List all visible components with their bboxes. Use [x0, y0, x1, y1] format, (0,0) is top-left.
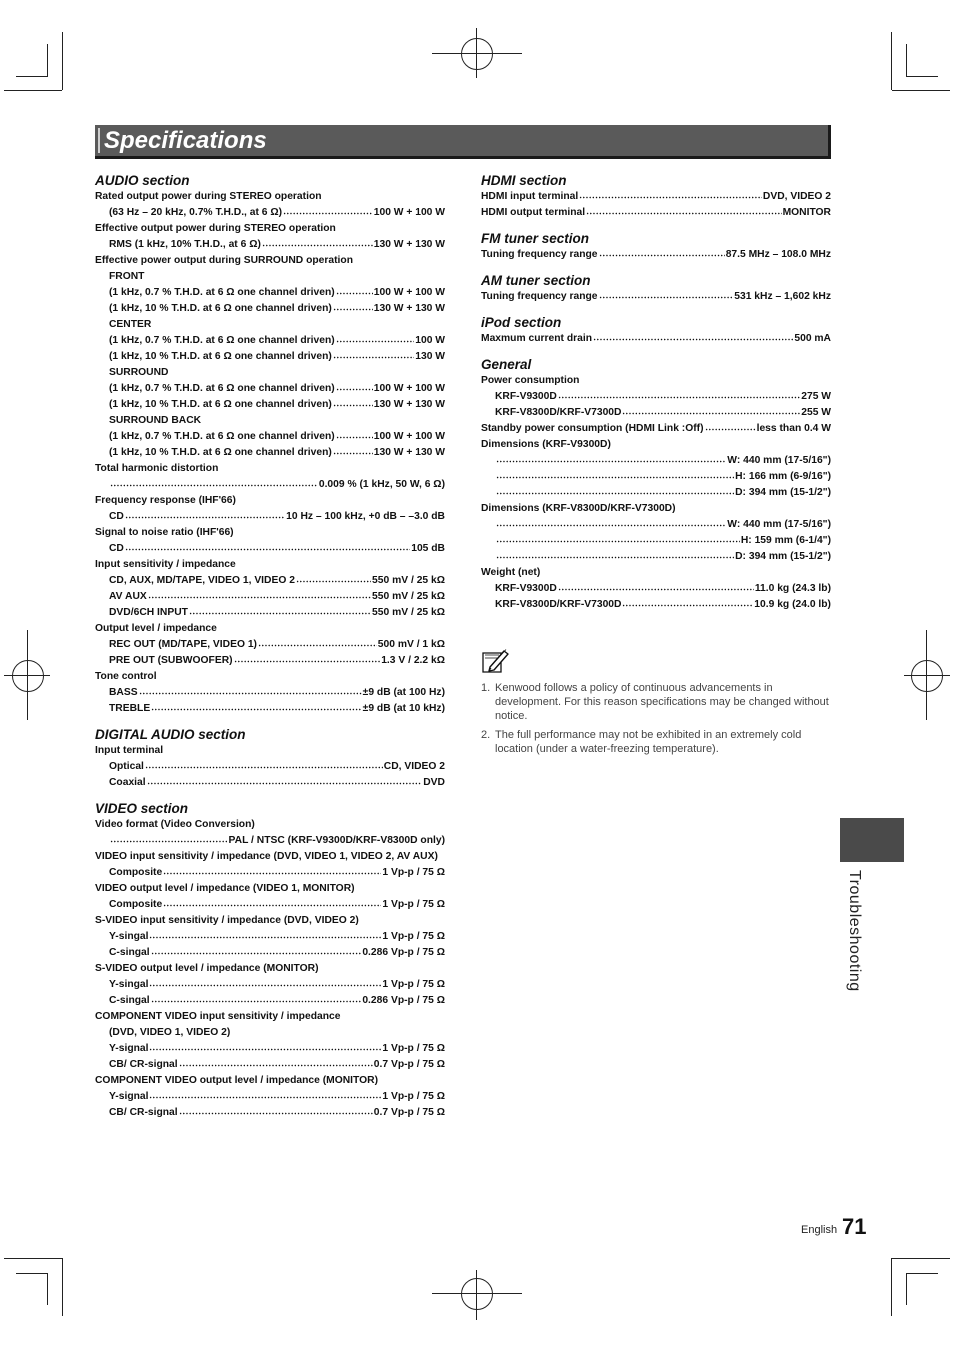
spec-row	[481, 597, 831, 613]
spec-key: PRE OUT (SUBWOOFER)	[109, 655, 233, 666]
spec-key: Optical	[109, 761, 144, 772]
spec-row	[95, 701, 445, 717]
spec-row	[481, 247, 831, 263]
spec-value: DVD	[423, 777, 445, 788]
leader-dots	[151, 993, 362, 1003]
crop-mark	[62, 32, 63, 90]
spec-value: D: 394 mm (15-1/2")	[735, 487, 831, 498]
spec-value: 100 W + 100 W	[373, 287, 445, 298]
spec-value: 130 W	[415, 351, 445, 362]
spec-key: C-singal	[109, 947, 150, 958]
spec-value: 0.7 Vp-p / 75 Ω	[373, 1107, 445, 1118]
spec-key: HDMI input terminal	[481, 191, 579, 202]
spec-value: 0.009 % (1 kHz, 50 W, 6 Ω)	[318, 479, 445, 490]
spec-row	[95, 1105, 445, 1121]
spec-value: 0.286 Vp-p / 75 Ω	[362, 995, 445, 1006]
leader-dots	[149, 1041, 381, 1051]
spec-label: FRONT	[109, 271, 145, 282]
crop-mark	[47, 1273, 48, 1305]
spec-key: TREBLE	[109, 703, 151, 714]
leader-dots	[599, 289, 734, 299]
pencil-note-icon	[481, 648, 511, 674]
leader-dots	[149, 977, 381, 987]
spec-value: 531 kHz – 1,602 kHz	[734, 291, 831, 302]
spec-value: 100 W + 100 W	[373, 207, 445, 218]
leader-dots	[333, 397, 373, 407]
crop-mark	[4, 1258, 62, 1259]
leader-dots	[149, 1089, 381, 1099]
spec-key: Coaxial	[109, 777, 146, 788]
leader-dots	[558, 389, 800, 399]
leader-dots	[179, 1057, 373, 1067]
spec-label: Signal to noise ratio (IHF'66)	[95, 527, 234, 538]
spec-row	[95, 1041, 445, 1057]
spec-value: 0.286 Vp-p / 75 Ω	[362, 947, 445, 958]
spec-label: CENTER	[109, 319, 152, 330]
spec-label: SURROUND BACK	[109, 415, 202, 426]
spec-row	[95, 775, 445, 791]
leader-dots	[234, 653, 381, 663]
spec-value: 550 mV / 25 kΩ	[372, 591, 445, 602]
spec-row	[95, 897, 445, 913]
spec-row	[95, 397, 445, 413]
spec-row	[95, 541, 445, 557]
note-text: Kenwood follows a policy of continuous advancements in development. For this reason specifications may be changed without notice.	[495, 682, 829, 722]
spec-value: H: 159 mm (6-1/4")	[740, 535, 831, 546]
spec-key: Composite	[109, 867, 163, 878]
spec-label: SURROUND	[109, 367, 169, 378]
spec-label: Input sensitivity / impedance	[95, 559, 236, 570]
section-title: AM tuner section	[481, 273, 591, 288]
spec-key: CB/ CR-signal	[109, 1107, 178, 1118]
spec-value: 100 W	[415, 335, 445, 346]
spec-label: Weight (net)	[481, 567, 541, 578]
spec-key: Y-singal	[109, 979, 149, 990]
leader-dots	[149, 929, 381, 939]
leader-dots	[593, 331, 793, 341]
leader-dots	[622, 405, 800, 415]
leader-dots	[336, 429, 373, 439]
spec-value: CD, VIDEO 2	[383, 761, 445, 772]
spec-value: PAL / NTSC (KRF-V9300D/KRF-V8300D only)	[228, 835, 445, 846]
spec-key: Tuning frequency range	[481, 249, 598, 260]
leader-dots	[147, 775, 423, 785]
crop-mark	[47, 44, 48, 76]
spec-row	[95, 477, 445, 493]
spec-row	[95, 1057, 445, 1073]
spec-row	[95, 429, 445, 445]
spec-row	[95, 333, 445, 349]
spec-key: RMS (1 kHz, 10% T.H.D., at 6 Ω)	[109, 239, 261, 250]
leader-dots	[599, 247, 725, 257]
crop-mark	[892, 1258, 950, 1259]
spec-key: (1 kHz, 10 % T.H.D. at 6 Ω one channel driven)	[109, 447, 332, 458]
section-title: AUDIO section	[95, 173, 190, 188]
spec-row	[95, 977, 445, 993]
spec-row	[481, 581, 831, 597]
leader-dots	[496, 453, 726, 463]
spec-row	[481, 405, 831, 421]
spec-key: REC OUT (MD/TAPE, VIDEO 1)	[109, 639, 257, 650]
leader-dots	[333, 349, 414, 359]
spec-key: (1 kHz, 0.7 % T.H.D. at 6 Ω one channel driven)	[109, 431, 335, 442]
leader-dots	[163, 897, 381, 907]
spec-key: KRF-V9300D	[495, 583, 557, 594]
spec-value: W: 440 mm (17-5/16")	[727, 519, 831, 530]
crop-mark	[906, 44, 907, 76]
footer-language: English	[801, 1224, 838, 1236]
leader-dots	[496, 517, 726, 527]
spec-value: ±9 dB (at 10 kHz)	[362, 703, 445, 714]
spec-row	[95, 945, 445, 961]
spec-row	[95, 993, 445, 1009]
spec-key: AV AUX	[109, 591, 147, 602]
spec-key: Standby power consumption (HDMI Link :Off)	[481, 423, 704, 434]
spec-value: 255 W	[801, 407, 831, 418]
spec-label: COMPONENT VIDEO output level / impedance (MONITOR)	[95, 1075, 378, 1086]
spec-row	[95, 605, 445, 621]
crop-mark	[62, 1258, 63, 1316]
spec-row	[95, 285, 445, 301]
spec-row	[95, 349, 445, 365]
spec-value: 105 dB	[411, 543, 445, 554]
page-title: Specifications	[104, 127, 267, 154]
spec-row	[95, 573, 445, 589]
spec-key: (1 kHz, 10 % T.H.D. at 6 Ω one channel driven)	[109, 351, 332, 362]
spec-label: COMPONENT VIDEO input sensitivity / impedance	[95, 1011, 341, 1022]
leader-dots	[148, 589, 371, 599]
note-number: 1.	[481, 682, 491, 694]
spec-row	[95, 653, 445, 669]
crop-mark	[906, 1273, 907, 1305]
left-spec-column	[95, 172, 445, 1121]
spec-row	[481, 469, 831, 485]
leader-dots	[496, 549, 734, 559]
spec-label: Dimensions (KRF-V8300D/KRF-V7300D)	[481, 503, 676, 514]
spec-key: Y-signal	[109, 1043, 149, 1054]
spec-row	[95, 833, 445, 849]
spec-key: CB/ CR-signal	[109, 1059, 178, 1070]
leader-dots	[151, 701, 361, 711]
leader-dots	[110, 477, 318, 487]
spec-key: (63 Hz – 20 kHz, 0.7% T.H.D., at 6 Ω)	[109, 207, 283, 218]
spec-row	[95, 865, 445, 881]
spec-label: VIDEO output level / impedance (VIDEO 1, MONITOR)	[95, 883, 355, 894]
spec-value: 1 Vp-p / 75 Ω	[382, 1091, 445, 1102]
leader-dots	[333, 301, 373, 311]
side-tab-label: Troubleshooting	[846, 870, 863, 992]
crop-mark	[906, 76, 938, 77]
spec-label: S-VIDEO input sensitivity / impedance (DVD, VIDEO 2)	[95, 915, 359, 926]
spec-label: VIDEO input sensitivity / impedance (DVD, VIDEO 1, VIDEO 2, AV AUX)	[95, 851, 438, 862]
note-number: 2.	[481, 729, 491, 741]
leader-dots	[189, 605, 371, 615]
leader-dots	[496, 485, 734, 495]
side-tab	[840, 818, 904, 862]
spec-value: 1 Vp-p / 75 Ω	[382, 979, 445, 990]
spec-row	[481, 453, 831, 469]
leader-dots	[163, 865, 381, 875]
spec-row	[481, 189, 831, 205]
spec-key: Tuning frequency range	[481, 291, 598, 302]
spec-row	[95, 509, 445, 525]
note-item	[481, 681, 831, 723]
section-title: FM tuner section	[481, 231, 590, 246]
leader-dots	[145, 759, 383, 769]
leader-dots	[336, 381, 373, 391]
spec-label: Video format (Video Conversion)	[95, 819, 255, 830]
notes-list	[481, 681, 831, 761]
spec-key: CD, AUX, MD/TAPE, VIDEO 1, VIDEO 2	[109, 575, 295, 586]
crop-mark	[892, 90, 950, 91]
spec-value: 275 W	[801, 391, 831, 402]
leader-dots	[336, 285, 373, 295]
spec-label: Power consumption	[481, 375, 580, 386]
spec-row	[95, 589, 445, 605]
leader-dots	[296, 573, 371, 583]
crop-mark	[891, 32, 892, 90]
spec-value: 100 W + 100 W	[373, 431, 445, 442]
spec-value: 500 mA	[794, 333, 831, 344]
spec-value: DVD, VIDEO 2	[762, 191, 831, 202]
spec-value: 1 Vp-p / 75 Ω	[382, 931, 445, 942]
spec-row	[95, 301, 445, 317]
spec-value: 1.3 V / 2.2 kΩ	[381, 655, 445, 666]
spec-value: 100 W + 100 W	[373, 383, 445, 394]
leader-dots	[705, 421, 756, 431]
leader-dots	[139, 685, 362, 695]
spec-row	[95, 445, 445, 461]
spec-key: KRF-V9300D	[495, 391, 557, 402]
page-title-bar	[95, 125, 831, 159]
spec-value: H: 166 mm (6-9/16")	[735, 471, 831, 482]
spec-value: 130 W + 130 W	[373, 303, 445, 314]
spec-label: Output level / impedance	[95, 623, 217, 634]
leader-dots	[336, 333, 415, 343]
spec-value: W: 440 mm (17-5/16")	[727, 455, 831, 466]
spec-row	[95, 381, 445, 397]
spec-label: (DVD, VIDEO 1, VIDEO 2)	[109, 1027, 231, 1038]
spec-key: Maxmum current drain	[481, 333, 593, 344]
spec-row	[95, 685, 445, 701]
spec-value: 10 Hz – 100 kHz, +0 dB – –3.0 dB	[286, 511, 445, 522]
page-number: 71	[842, 1214, 867, 1239]
spec-value: 1 Vp-p / 75 Ω	[382, 1043, 445, 1054]
spec-label: Input terminal	[95, 745, 164, 756]
leader-dots	[125, 541, 410, 551]
leader-dots	[558, 581, 754, 591]
spec-key: C-singal	[109, 995, 150, 1006]
spec-value: 0.7 Vp-p / 75 Ω	[373, 1059, 445, 1070]
spec-value: 1 Vp-p / 75 Ω	[382, 899, 445, 910]
spec-label: Dimensions (KRF-V9300D)	[481, 439, 611, 450]
spec-row	[481, 205, 831, 221]
leader-dots	[151, 945, 362, 955]
spec-row	[481, 549, 831, 565]
spec-value: 87.5 MHz – 108.0 MHz	[725, 249, 831, 260]
leader-dots	[579, 189, 762, 199]
spec-key: KRF-V8300D/KRF-V7300D	[495, 599, 622, 610]
leader-dots	[496, 469, 734, 479]
crop-mark	[891, 1258, 892, 1316]
leader-dots	[496, 533, 740, 543]
section-title: General	[481, 357, 532, 372]
spec-value: 11.0 kg (24.3 lb)	[754, 583, 831, 594]
title-bar-accent	[98, 128, 100, 153]
spec-row	[481, 517, 831, 533]
leader-dots	[283, 205, 373, 215]
section-title: HDMI section	[481, 173, 567, 188]
spec-label: Frequency response (IHF'66)	[95, 495, 236, 506]
spec-row	[95, 205, 445, 221]
section-title: VIDEO section	[95, 801, 189, 816]
spec-label: Rated output power during STEREO operation	[95, 191, 322, 202]
spec-value: 130 W + 130 W	[373, 447, 445, 458]
spec-value: 130 W + 130 W	[373, 399, 445, 410]
spec-key: DVD/6CH INPUT	[109, 607, 188, 618]
leader-dots	[622, 597, 753, 607]
leader-dots	[258, 637, 377, 647]
leader-dots	[125, 509, 285, 519]
spec-value: 130 W + 130 W	[373, 239, 445, 250]
spec-row	[481, 389, 831, 405]
spec-value: MONITOR	[782, 207, 831, 218]
spec-row	[95, 637, 445, 653]
spec-key: (1 kHz, 10 % T.H.D. at 6 Ω one channel driven)	[109, 399, 332, 410]
spec-value: 500 mV / 1 kΩ	[377, 639, 445, 650]
spec-row	[95, 1089, 445, 1105]
spec-key: KRF-V8300D/KRF-V7300D	[495, 407, 622, 418]
spec-value: 550 mV / 25 kΩ	[372, 607, 445, 618]
leader-dots	[262, 237, 373, 247]
spec-key: Y-signal	[109, 1091, 149, 1102]
spec-row	[481, 485, 831, 501]
spec-label: Tone control	[95, 671, 157, 682]
right-spec-column	[481, 172, 831, 613]
spec-key: (1 kHz, 0.7 % T.H.D. at 6 Ω one channel driven)	[109, 383, 335, 394]
spec-label: Effective power output during SURROUND operation	[95, 255, 353, 266]
crop-mark	[16, 1273, 48, 1274]
section-title: iPod section	[481, 315, 562, 330]
spec-key: CD	[109, 543, 124, 554]
spec-row	[481, 533, 831, 549]
leader-dots	[333, 445, 373, 455]
spec-value: 10.9 kg (24.0 lb)	[754, 599, 831, 610]
spec-value: D: 394 mm (15-1/2")	[735, 551, 831, 562]
spec-label: S-VIDEO output level / impedance (MONITOR)	[95, 963, 319, 974]
spec-row	[481, 421, 831, 437]
crop-mark	[16, 76, 48, 77]
spec-row	[95, 237, 445, 253]
spec-key: Y-singal	[109, 931, 149, 942]
spec-key: Composite	[109, 899, 163, 910]
spec-row	[481, 331, 831, 347]
spec-key: (1 kHz, 0.7 % T.H.D. at 6 Ω one channel driven)	[109, 335, 335, 346]
spec-value: less than 0.4 W	[756, 423, 831, 434]
spec-value: 1 Vp-p / 75 Ω	[382, 867, 445, 878]
leader-dots	[179, 1105, 373, 1115]
spec-key: CD	[109, 511, 124, 522]
crop-mark	[906, 1273, 938, 1274]
spec-label: Total harmonic distortion	[95, 463, 219, 474]
spec-key: BASS	[109, 687, 138, 698]
spec-row	[95, 759, 445, 775]
spec-row	[481, 289, 831, 305]
spec-value: 550 mV / 25 kΩ	[372, 575, 445, 586]
leader-dots	[586, 205, 781, 215]
spec-row	[95, 929, 445, 945]
leader-dots	[110, 833, 228, 843]
spec-value: ±9 dB (at 100 Hz)	[362, 687, 445, 698]
section-title: DIGITAL AUDIO section	[95, 727, 246, 742]
spec-label: Effective output power during STEREO operation	[95, 223, 336, 234]
note-item	[481, 728, 831, 756]
note-text: The full performance may not be exhibited in an extremely cold location (under a water-freezing temperature).	[495, 729, 802, 755]
spec-key: (1 kHz, 10 % T.H.D. at 6 Ω one channel driven)	[109, 303, 332, 314]
crop-mark	[4, 90, 62, 91]
spec-key: (1 kHz, 0.7 % T.H.D. at 6 Ω one channel driven)	[109, 287, 335, 298]
spec-key: HDMI output terminal	[481, 207, 586, 218]
